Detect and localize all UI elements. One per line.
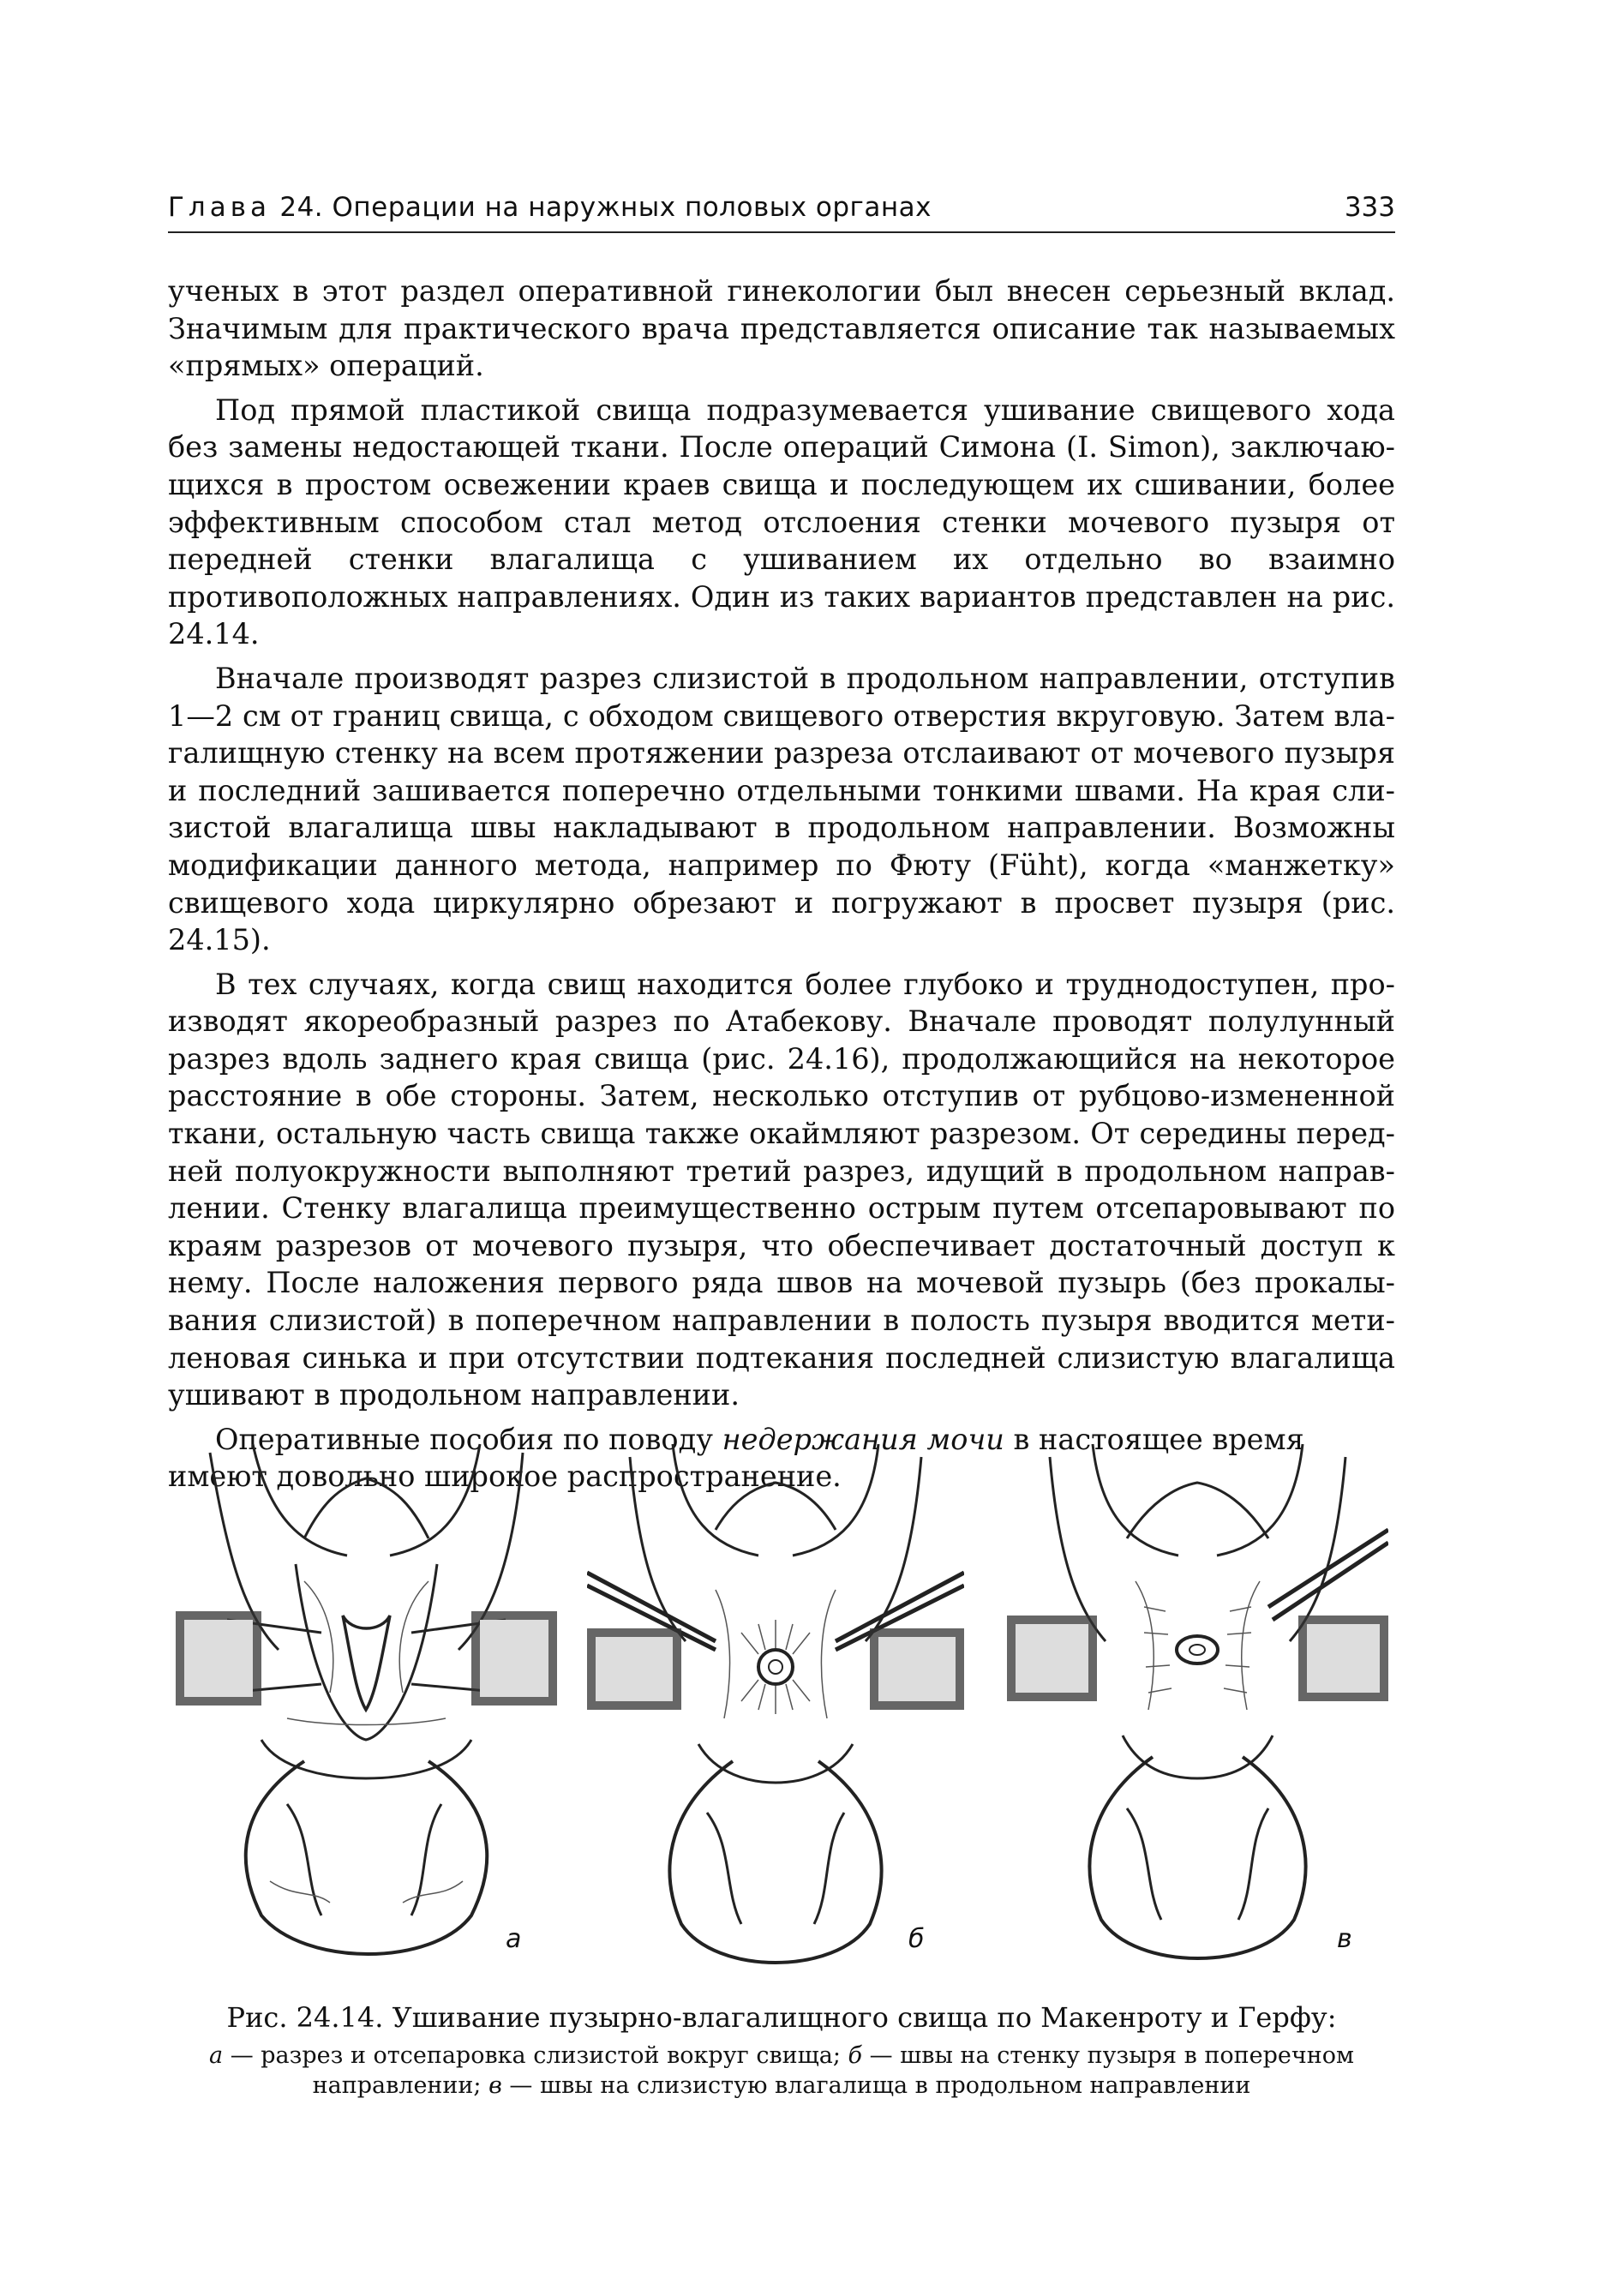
- running-header: [168, 187, 1395, 233]
- legend-letter: а: [209, 2042, 224, 2069]
- surgical-illustration-bladder-sutures: [587, 1436, 964, 1984]
- chapter-word: Глава: [168, 192, 271, 223]
- legend-text: — швы на стенку пузыря в поперечном направлении;: [312, 2042, 1354, 2099]
- paragraph: Под прямой пластикой свища подразумевается ушивание свищевого хода без замены недостающей ткани. После операций Симона (I. Simon), заключающихся в простом освежении краев свища и последующем их сшивании, более эффективным способом стал метод отслоения стенки мочевого пузыря от передней стенки влагалища с ушиванием их отдельно во взаимно противоположных направлениях. Один из таких вариантов представлен на рис. 24.14.: [168, 393, 1395, 651]
- page-number: 333: [1344, 192, 1395, 223]
- panel-letter: а: [506, 1924, 522, 1954]
- paragraph-text: в настоящее время имеют довольно широкое распространение.: [168, 1422, 1304, 1494]
- figure-24-14: [176, 1436, 1388, 1984]
- panel-letter: в: [1337, 1924, 1352, 1954]
- surgical-illustration-vaginal-sutures: [1007, 1436, 1388, 1984]
- body-text: [168, 273, 1395, 1502]
- legend-letter: в: [488, 2072, 502, 2099]
- figure-panel-c: [1007, 1436, 1388, 1984]
- chapter-name: 24. Операции на наружных половых органах: [279, 192, 932, 223]
- panel-letter: б: [908, 1924, 925, 1954]
- italic-term: недержания мочи: [722, 1422, 1004, 1456]
- legend-text: — разрез и отсепаровка слизистой вокруг свища;: [223, 2042, 848, 2069]
- figure-panel-b: [587, 1436, 964, 1984]
- paragraph: В тех случаях, когда свищ находится более глубоко и труднодоступен, производят якореобразный разрез по Атабекову. Вначале проводят полулунный разрез вдоль заднего края свища (рис. 24.16), продолжающийся на некоторое расстояние в обе стороны. Затем, несколько отступив от рубцово-измененной ткани, остальную часть свища также окаймляют разрезом. От середины передней полуокружности выполняют третий разрез, идущий в продольном направлении. Стенку влагалища преимущественно острым путем отсепаровывают по краям разрезов от мочевого пузыря, что обеспечивает достаточный доступ к нему. После наложения первого ряда швов на мочевой пузырь (без прокалывания слизистой) в поперечном направлении в полость пузыря вводится метиленовая синька и при отсутствии подтекания последней слизистую влагалища ушивают в продольном направлении.: [168, 967, 1395, 1412]
- chapter-title: [168, 192, 932, 223]
- caption-legend: [168, 2041, 1395, 2101]
- caption-title: Рис. 24.14. Ушивание пузырно-влагалищного свища по Макенроту и Герфу:: [226, 2001, 1337, 2034]
- surgical-illustration-incision: [176, 1436, 557, 1984]
- figure-panel-a: [176, 1436, 557, 1984]
- figure-caption: [168, 1999, 1395, 2101]
- legend-text: — швы на слизистую влагалища в продольном направлении: [501, 2072, 1251, 2099]
- paragraph-text: Оперативные пособия по поводу: [215, 1422, 722, 1456]
- paragraph: ученых в этот раздел оперативной гинекологии был внесен серьезный вклад. Значимым для практического врача представляется описание так называемых «прямых» операций.: [168, 274, 1395, 383]
- paragraph: Вначале производят разрез слизистой в продольном направлении, отступив 1—2 см от границ свища, с обходом свищевого отверстия вкруговую. Затем влагалищную стенку на всем протяжении разреза отслаивают от мочевого пузыря и последний зашивается поперечно отдельными тонкими швами. На края слизистой влагалища швы накладывают в продольном направлении. Возможны модификации данного метода, например по Фюту (Füht), когда «манжетку» свищевого хода циркулярно обрезают и погружают в просвет пузыря (рис. 24.15).: [168, 661, 1395, 957]
- legend-letter: б: [848, 2042, 863, 2069]
